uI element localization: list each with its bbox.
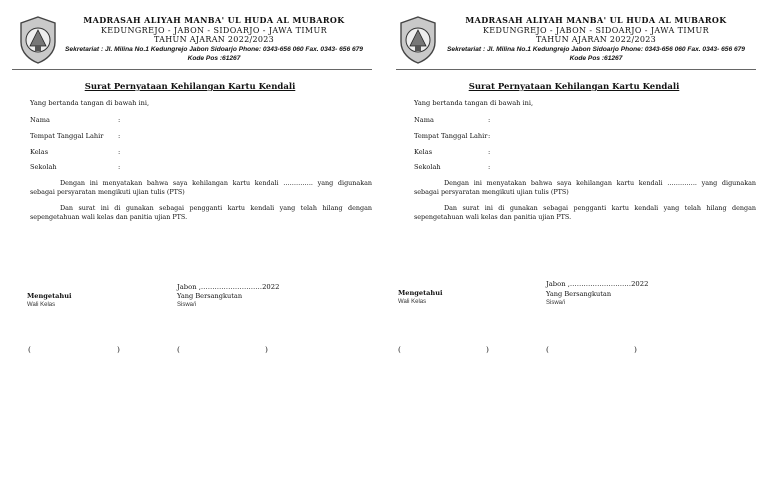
statement-paragraph [414,179,756,197]
postcode-line: Kode Pos :61267 [187,54,241,62]
intro-text: Yang bertanda tangan di bawah ini, [30,99,150,107]
field-label-sekolah: Sekolah [414,163,441,171]
postcode-line: Kode Pos :61267 [569,54,623,62]
field-label-ttl: Tempat Tanggal Lahir [414,132,488,140]
purpose-text: Dan surat ini di gunakan sebagai pengganti kartu kendali yang telah hilang dengan sepengetahuan wali kelas dan panitia ujian PTS. [30,204,372,221]
secretariat-line: Sekretariat : Jl. Milina No.1 Kedungrejo Jabon Sidoarjo Phone: 0343-656 060 Fax. 0343- 656 679 [65,45,363,53]
purpose-paragraph [30,204,372,222]
signature-paren-open: ( [398,345,401,354]
header-divider [12,69,372,70]
signature-paren-close: ) [265,345,268,354]
statement-text: Dengan ini menyatakan bahwa saya kehilangan kartu kendali ………….. yang digunakan sebagai persyaratan mengikuti ujian tulis (PTS) [30,179,372,196]
academic-year: TAHUN AJARAN 2022/2023 [535,35,657,44]
signature-paren-close: ) [117,345,120,354]
signer-label: Yang Bersangkutan [546,290,612,298]
school-address: KEDUNGREJO - JABON - SIDOARJO - JAWA TIMUR [100,25,328,35]
school-emblem-icon [398,16,438,64]
field-colon: : [118,116,121,124]
knowing-label: Mengetahui [398,289,443,297]
field-label-ttl: Tempat Tanggal Lahir [30,132,104,140]
form-title: Surat Pernyataan Kehilangan Kartu Kendali [84,82,296,92]
form-title: Surat Pernyataan Kehilangan Kartu Kendali [468,82,680,92]
school-emblem-icon [18,16,58,64]
field-label-sekolah: Sekolah [30,163,57,171]
statement-paragraph [30,179,372,197]
student-label: Siswa/i [177,302,197,308]
signature-paren-close: ) [486,345,489,354]
signature-paren-open: ( [177,345,180,354]
left-form-sheet [0,0,380,501]
academic-year: TAHUN AJARAN 2022/2023 [153,35,275,44]
field-colon: : [118,163,121,171]
right-form-sheet [384,0,764,501]
field-label-nama: Nama [414,116,434,124]
field-colon: : [488,116,491,124]
field-colon: : [488,163,491,171]
school-address: KEDUNGREJO - JABON - SIDOARJO - JAWA TIMUR [482,25,710,35]
field-colon: : [488,148,491,156]
student-label: Siswa/i [546,300,566,306]
letterhead [58,16,370,63]
intro-text: Yang bertanda tangan di bawah ini, [414,99,534,107]
place-date: Jabon ,………………………2022 [177,283,280,291]
field-colon: : [118,132,121,140]
header-divider [396,69,756,70]
purpose-paragraph [414,204,756,222]
field-colon: : [118,148,121,156]
secretariat-line: Sekretariat : Jl. Milina No.1 Kedungrejo Jabon Sidoarjo Phone: 0343-656 060 Fax. 0343- 656 679 [447,45,745,53]
homeroom-label: Wali Kelas [27,302,56,308]
signature-paren-open: ( [28,345,31,354]
signature-paren-close: ) [634,345,637,354]
signature-paren-open: ( [546,345,549,354]
school-name: MADRASAH ALIYAH MANBA' UL HUDA AL MUBAROK [465,15,727,25]
field-label-nama: Nama [30,116,50,124]
school-name: MADRASAH ALIYAH MANBA' UL HUDA AL MUBAROK [83,15,345,25]
signer-label: Yang Bersangkutan [177,292,243,300]
purpose-text: Dan surat ini di gunakan sebagai pengganti kartu kendali yang telah hilang dengan sepengetahuan wali kelas dan panitia ujian PTS. [414,204,756,221]
statement-text: Dengan ini menyatakan bahwa saya kehilangan kartu kendali ………….. yang digunakan sebagai persyaratan mengikuti ujian tulis (PTS) [414,179,756,196]
field-label-kelas: Kelas [414,148,433,156]
field-colon: : [488,132,491,140]
knowing-label: Mengetahui [27,292,72,300]
letterhead [440,16,752,63]
homeroom-label: Wali Kelas [398,299,427,305]
place-date: Jabon ,………………………2022 [546,280,649,288]
field-label-kelas: Kelas [30,148,49,156]
